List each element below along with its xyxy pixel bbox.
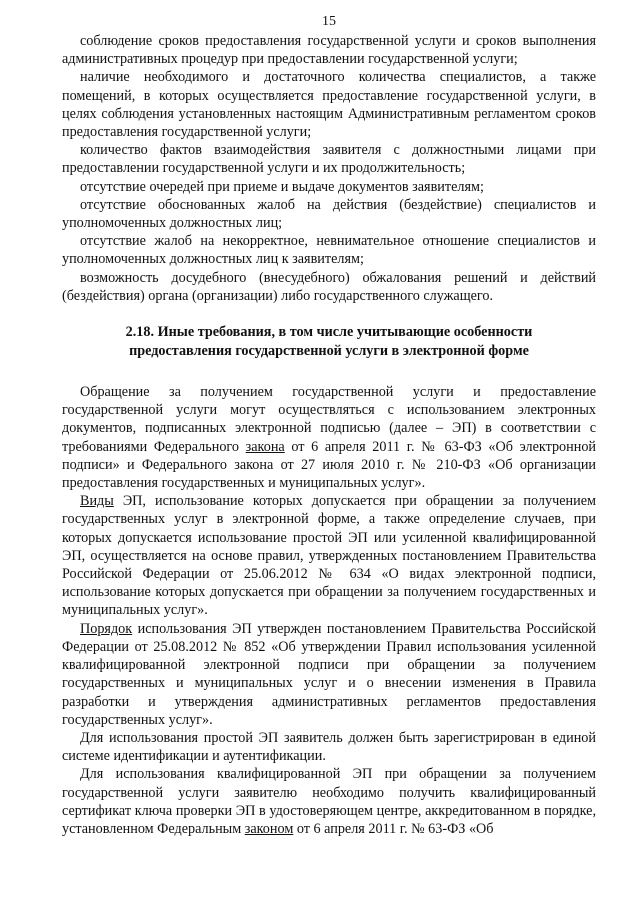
page-number: 15 [322,14,336,29]
quality-indicator-paragraph: отсутствие очередей при приеме и выдаче документов заявителям; [80,178,484,195]
body-paragraph-signature-procedure [62,620,596,729]
law-link[interactable]: закона [245,438,285,455]
paragraph-text: ЭП, использование которых допускается при обращении за получением государственных услуг в электронной форме, а также определение случаев, при которых допускается использование простой ЭП или усиленной квалифицированной ЭП, осуществляется на основе правил, утвержденных постановлением Правительства Российской Федерации от 25.06.2012 № 634 «О видах электронной подписи, использование которых допускается при обращении за получением государственных и муниципальных услуг». [62,493,596,619]
section-title [62,323,596,361]
quality-indicator-paragraph: наличие необходимого и достаточного количества специалистов, а также помещений, в которых осуществляется предоставление государственной услуги, в целях соблюдения установленных настоящим Административным регламентом сроков предоставления государственной услуги; [62,69,596,141]
section-title-line: 2.18. Иные требования, в том числе учитывающие особенности [125,324,533,341]
paragraph-text: от 6 апреля 2011 г. № 63-ФЗ «Об [293,820,494,837]
paragraph-text: Для использования квалифицированной ЭП при обращении за получением государственной услуги заявителю необходимо получить квалифицированный сертификат ключа проверки ЭП в удостоверяющем центре, аккредитованном в порядке, установленном Федеральным [62,766,596,837]
paragraph-text: от 6 апреля 2011 г. № 63-ФЗ «Об электронной подписи» и Федерального закона от 27 июля 2010 г. № 210-ФЗ «Об организации предоставления государственных и муниципальных услуг». [62,438,597,492]
body-paragraph-simple-signature: Для использования простой ЭП заявитель должен быть зарегистрирован в единой системе идентификации и аутентификации. [62,729,596,765]
quality-indicator-paragraph: соблюдение сроков предоставления государственной услуги и сроков выполнения административных процедур при предоставлении государственной услуги; [62,33,596,68]
quality-indicator-paragraph: количество фактов взаимодействия заявителя с должностными лицами при предоставлении государственной услуги и их продолжительность; [62,142,596,177]
procedure-link[interactable]: Порядок [80,620,133,637]
paragraph-text: использования ЭП утвержден постановлением Правительства Российской Федерации от 25.08.2012 № 852 «Об утверждении Правил использования усиленной квалифицированной электронной подписи при обращении за получением государственных и муниципальных услуг и о внесении изменения в Правила разработки и утверждения административных регламентов предоставления государственных услуг». [62,620,596,728]
quality-indicator-paragraph: отсутствие жалоб на некорректное, невнимательное отношение специалистов и уполномоченных должностных лиц к заявителям; [62,233,596,268]
paragraph-text: Обращение за получением государственной услуги и предоставление государственной услуги могут осуществляться с использованием электронных документов, подписанных электронной подписью (далее – ЭП) в соответствии с требованиями Федерального [62,384,596,455]
quality-indicator-paragraph: возможность досудебного (внесудебного) обжалования решений и действий (бездействия) органа (организации) либо государственного служащего. [62,269,596,304]
body-paragraph-qualified-signature [62,765,596,838]
quality-indicator-paragraph: отсутствие обоснованных жалоб на действия (бездействие) специалистов и уполномоченных должностных лиц; [62,196,596,232]
body-paragraph-electronic-request [62,383,596,492]
body-paragraph-signature-types [62,492,596,619]
section-title-line: предоставления государственной услуги в электронной форме [129,343,529,360]
law-link[interactable]: законом [244,820,294,837]
types-link[interactable]: Виды [80,493,114,510]
